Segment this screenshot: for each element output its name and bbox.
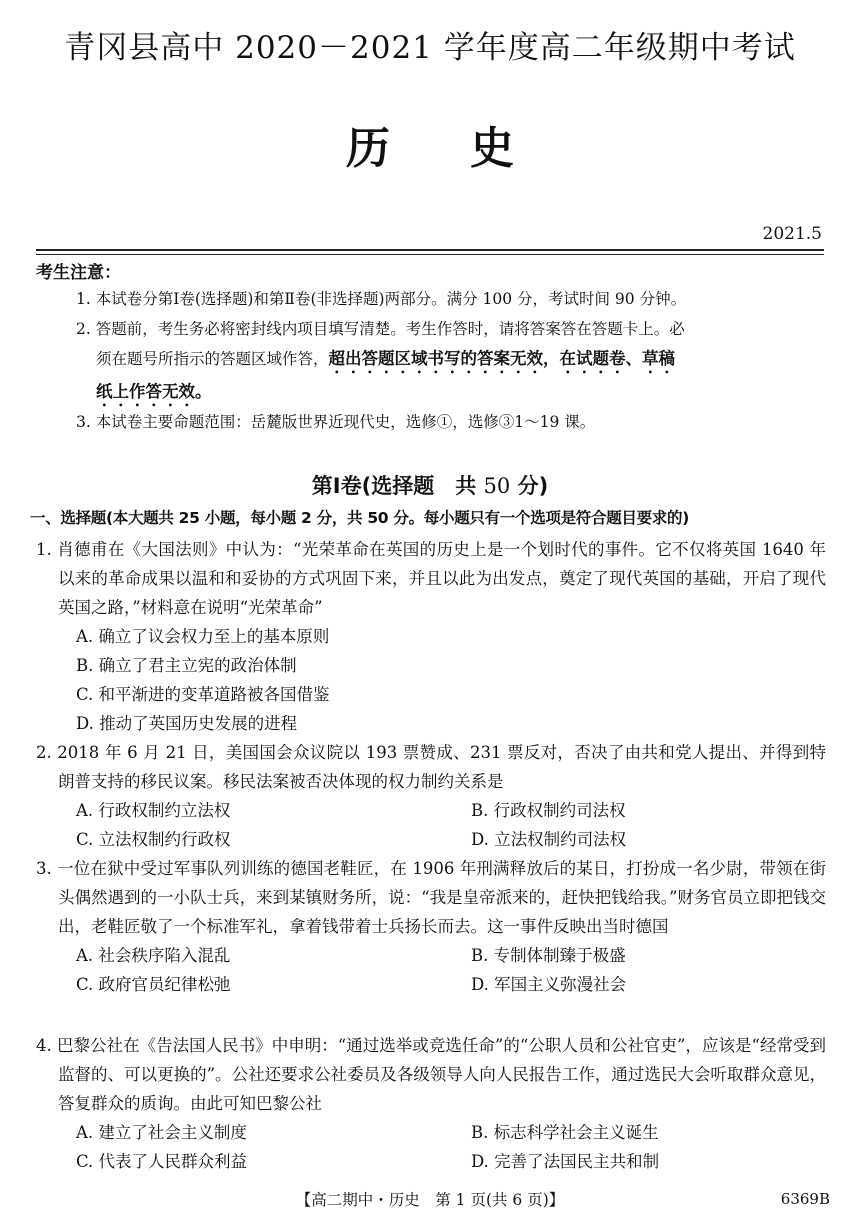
notice-item-3: 3. 本试卷主要命题范围：岳麓版世界近现代史，选修①，选修③1～19 课。	[76, 413, 596, 431]
question-2-option-c: C. 立法权制约行政权	[76, 830, 231, 849]
section-heading-pre: 第Ⅰ卷(选择题 共	[311, 474, 484, 498]
notice-item-2-line1: 2. 答题前，考生务必将密封线内项目填写清楚。考生作答时，请将答案答在答题卡上。必	[76, 320, 685, 338]
question-1-option-b: B. 确立了君主立宪的政治体制	[76, 656, 297, 675]
question-3-options-row-2	[36, 970, 826, 999]
emphasis-text-1: 超出答题区域书写的答案无效	[328, 349, 544, 368]
question-3-stem: 3. 一位在狱中受过军事队列训练的德国老鞋匠，在 1906 年刑满释放后的某日，打扮成一名少尉，带领在街头偶然遇到的一小队士兵，来到某镇财务所，说：“我是皇帝派来的，赶快把钱给我。”财务官员立即把钱交出，老鞋匠敬了一个标准军礼，拿着钱带着士兵扬长而去。这一事件反映出当时德国	[36, 859, 826, 936]
emphasis-text-2: 在试题卷、草稿	[559, 349, 676, 368]
exam-date: 2021.5	[762, 224, 822, 244]
question-4-option-c: C. 代表了人民群众利益	[76, 1152, 248, 1171]
question-2-options-row-1	[36, 796, 826, 825]
question-4	[36, 1031, 826, 1176]
question-3-option-a: A. 社会秩序陷入混乱	[76, 946, 231, 965]
question-2-stem: 2. 2018 年 6 月 21 日，美国国会众议院以 193 票赞成、231 票反对，否决了由共和党人提出、并得到特朗普支持的移民议案。移民法案被否决体现的权力制约关系是	[36, 743, 826, 791]
header-rule-thin	[36, 254, 824, 255]
question-2	[36, 738, 826, 854]
subject-title: 历史	[346, 123, 594, 174]
question-4-stem: 4. 巴黎公社在《告法国人民书》中申明：“通过选举或竞选任命”的“公职人员和公社官吏”，应该是“经常受到监督的、可以更换的”。公社还要求公社委员及各级领导人向人民报告工作，通过选民大会听取群众意见，答复群众的质询。由此可知巴黎公社	[36, 1036, 826, 1113]
notice-title: 考生注意：	[36, 263, 121, 283]
section-instructions: 一、选择题(本大题共 25 小题，每小题 2 分，共 50 分。每小题只有一个选项是符合题目要求的)	[30, 509, 689, 527]
question-3-options-row-1	[36, 941, 826, 970]
question-1-option-d: D. 推动了英国历史发展的进程	[76, 714, 298, 733]
notice-item-1: 1. 本试卷分第Ⅰ卷(选择题)和第Ⅱ卷(非选择题)两部分。满分 100 分，考试时间 90 分钟。	[76, 290, 687, 308]
question-2-options-row-2	[36, 825, 826, 854]
page-footer: 【高二期中・历史 第 1 页(共 6 页)】	[295, 1191, 565, 1209]
question-4-option-d: D. 完善了法国民主共和制	[471, 1152, 660, 1171]
question-3-option-b: B. 专制体制臻于极盛	[471, 946, 626, 965]
notice-item-2	[76, 314, 826, 410]
notice-item-2-line2	[76, 344, 826, 377]
exam-title: 青冈县高中 2020－2021 学年度高二年级期中考试	[64, 30, 796, 66]
question-1-option-a: A. 确立了议会权力至上的基本原则	[76, 627, 330, 646]
paper-code: 6369B	[780, 1190, 830, 1208]
question-1	[36, 535, 826, 738]
question-3-option-c: C. 政府官员纪律松弛	[76, 975, 231, 994]
question-2-option-a: A. 行政权制约立法权	[76, 801, 231, 820]
notice-item-2-text: 须在题号所指示的答题区域作答，	[96, 350, 329, 368]
question-2-option-d: D. 立法权制约司法权	[471, 830, 627, 849]
section-heading-score: 50	[483, 474, 511, 498]
question-3-option-d: D. 军国主义弥漫社会	[471, 975, 627, 994]
notice-item-2-line3	[76, 377, 826, 410]
question-4-options-row-1	[36, 1118, 826, 1147]
section-heading	[0, 470, 860, 500]
question-4-options-row-2	[36, 1147, 826, 1176]
section-heading-post: 分)	[510, 474, 549, 498]
question-1-option-c: C. 和平渐进的变革道路被各国借鉴	[76, 685, 330, 704]
question-4-option-a: A. 建立了社会主义制度	[76, 1123, 247, 1142]
emphasis-text-3: 纸上作答无效。	[96, 382, 212, 401]
header-rule-thick	[36, 249, 824, 251]
emphasis-separator: ，	[543, 349, 560, 368]
question-1-stem: 1. 肖德甫在《大国法则》中认为：“光荣革命在英国的历史上是一个划时代的事件。它不仅将英国 1640 年以来的革命成果以温和和妥协的方式巩固下来，并且以此为出发点，奠定了现代英国的基础，开启了现代英国之路，”材料意在说明“光荣革命”	[36, 540, 826, 617]
question-2-option-b: B. 行政权制约司法权	[471, 801, 626, 820]
question-4-option-b: B. 标志科学社会主义诞生	[471, 1123, 659, 1142]
question-3	[36, 854, 826, 999]
